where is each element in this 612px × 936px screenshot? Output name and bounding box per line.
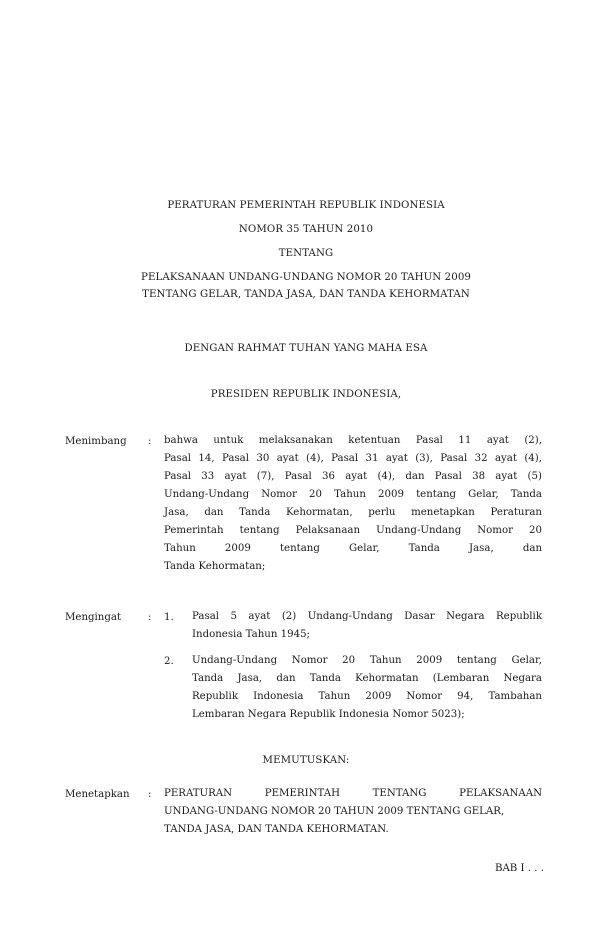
menetapkan-colon: : (148, 789, 152, 800)
mengingat-label: Mengingat (65, 612, 122, 623)
menimbang-line: Jasa, dan Tanda Kehormatan, perlu menetapkan Peraturan (164, 507, 542, 518)
menimbang-line: Pasal 14, Pasal 30 ayat (4), Pasal 31 ayat (3), Pasal 32 ayat (4), (164, 453, 542, 464)
menimbang-colon: : (148, 436, 152, 447)
about-label: TENTANG (278, 248, 334, 259)
menimbang-label: Menimbang (65, 436, 127, 447)
menimbang-line: Tanda Kehormatan; (164, 561, 266, 572)
mengingat-colon: : (148, 612, 152, 623)
president-heading: PRESIDEN REPUBLIK INDONESIA, (210, 389, 402, 400)
menimbang-line: Pemerintah tentang Pelaksanaan Undang-Undang Nomor 20 (164, 525, 542, 536)
menimbang-line: Tahun 2009 tentang Gelar, Tanda Jasa, dan (164, 543, 542, 554)
item-number: 2. (164, 656, 174, 667)
item-line: Republik Indonesia Tahun 2009 Nomor 94, Tambahan (192, 691, 542, 702)
regulation-number: NOMOR 35 TAHUN 2010 (238, 224, 374, 235)
subject-line-1: PELAKSANAAN UNDANG-UNDANG NOMOR 20 TAHUN 2009 (141, 272, 471, 283)
grace-statement: DENGAN RAHMAT TUHAN YANG MAHA ESA (184, 343, 428, 354)
menetapkan-line: UNDANG-UNDANG NOMOR 20 TAHUN 2009 TENTANG GELAR, (164, 806, 505, 817)
menimbang-line: Undang-Undang Nomor 20 Tahun 2009 tentang Gelar, Tanda (164, 489, 542, 500)
decision-heading: MEMUTUSKAN: (262, 755, 350, 766)
item-number: 1. (164, 612, 174, 623)
subject-line-2: TENTANG GELAR, TANDA JASA, DAN TANDA KEHORMATAN (142, 289, 470, 300)
menetapkan-line: TANDA JASA, DAN TANDA KEHORMATAN. (164, 824, 389, 835)
menetapkan-label: Menetapkan (65, 789, 130, 800)
regulation-title: PERATURAN PEMERINTAH REPUBLIK INDONESIA (167, 200, 445, 211)
page-continuation: BAB I . . . (494, 863, 544, 874)
menetapkan-line: PERATURAN PEMERINTAH TENTANG PELAKSANAAN (164, 788, 542, 799)
item-line: Indonesia Tahun 1945; (192, 629, 310, 640)
item-line: Lembaran Negara Republik Indonesia Nomor 5023); (192, 709, 465, 720)
item-line: Undang-Undang Nomor 20 Tahun 2009 tentang Gelar, (192, 655, 542, 666)
menimbang-line: Pasal 33 ayat (7), Pasal 36 ayat (4), dan Pasal 38 ayat (5) (164, 471, 542, 482)
item-line: Pasal 5 ayat (2) Undang-Undang Dasar Negara Republik (192, 611, 542, 622)
item-line: Tanda Jasa, dan Tanda Kehormatan (Lembaran Negara (192, 673, 542, 684)
menimbang-line: bahwa untuk melaksanakan ketentuan Pasal 11 ayat (2), (164, 435, 542, 446)
